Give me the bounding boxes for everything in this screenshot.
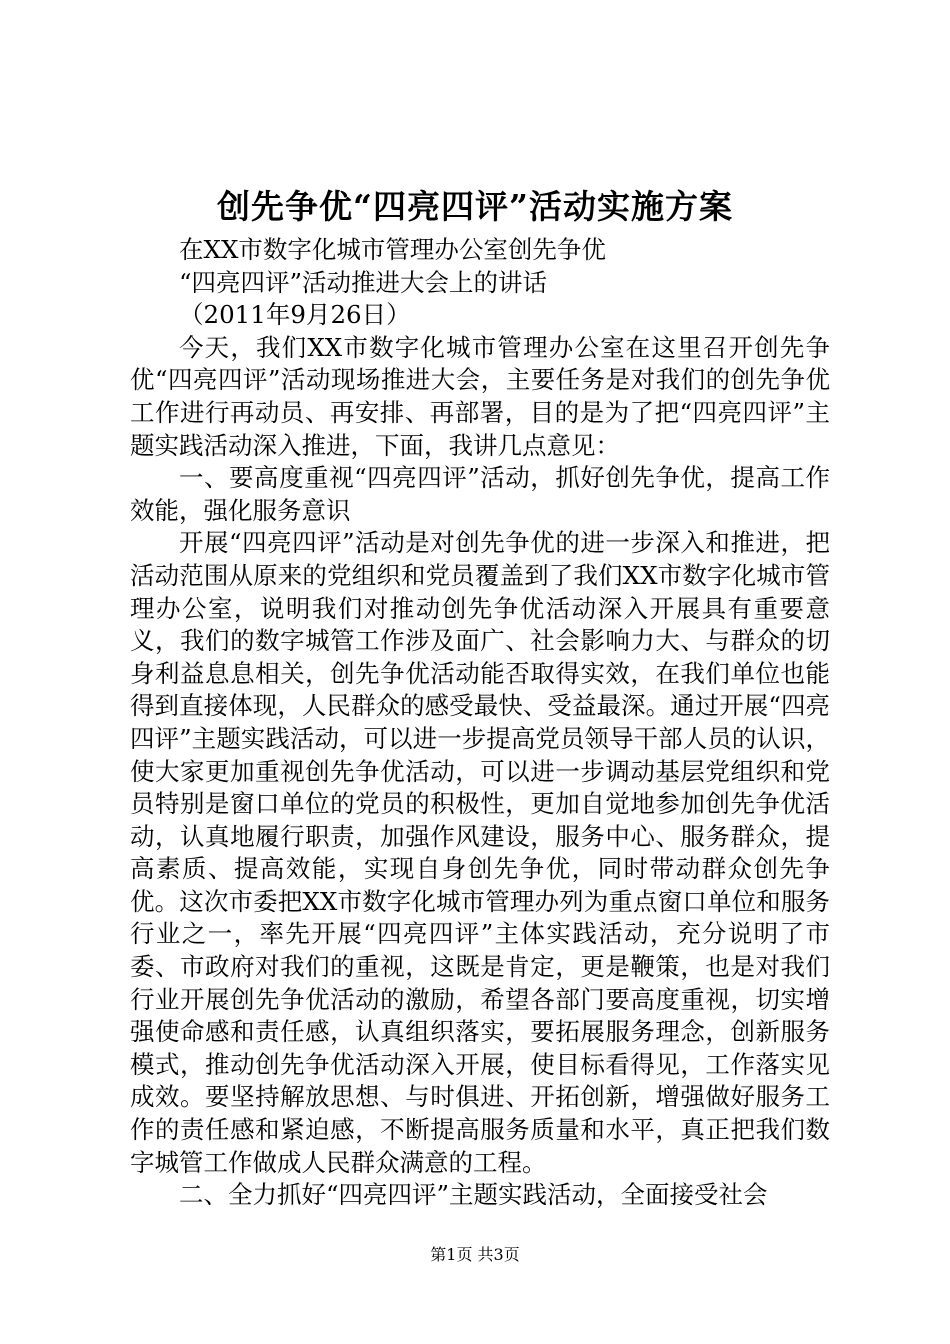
section-heading-2: 二、全力抓好“四亮四评”主题实践活动，全面接受社会 xyxy=(179,1180,768,1210)
section-heading-1: 一、要高度重视“四亮四评”活动，抓好创先争优，提高工作效能，强化服务意识 xyxy=(130,463,830,525)
page-footer: 第1页 共3页 xyxy=(430,1245,520,1264)
speech-venue-line: 在XX市数字化城市管理办公室创先争优 xyxy=(179,235,606,264)
paragraph-section-1: 开展“四亮四评”活动是对创先争优的进一步深入和推进，把活动范围从原来的党组织和党员覆盖到了我们XX市数字化城市管理办公室，说明我们对推动创先争优活动深入开展具有重要意义，我们的数字城管工作涉及面广、社会影响力大、与群众的切身利益息息相关，创先争优活动能否取得实效，在我们单位也能得到直接体现，人民群众的感受最快、受益最深。通过开展“四亮四评”主题实践活动，可以进一步提高党员领导干部人员的认识，使大家更加重视创先争优活动，可以进一步调动基层党组织和党员特别是窗口单位的党员的积极性，更加自觉地参加创先争优活动，认真地履行职责，加强作风建设，服务中心、服务群众，提高素质、提高效能，实现自身创先争优，同时带动群众创先争优。这次市委把XX市数字化城市管理办列为重点窗口单位和服务行业之一，率先开展“四亮四评”主体实践活动，充分说明了市委、市政府对我们的重视，这既是肯定，更是鞭策，也是对我们行业开展创先争优活动的激励，希望各部门要高度重视，切实增强使命感和责任感，认真组织落实，要拓展服务理念，创新服务模式，推动创先争优活动深入开展，使目标看得见，工作落实见成效。要坚持解放思想、与时俱进、开拓创新，增强做好服务工作的责任感和紧迫感，不断提高服务质量和水平，真正把我们数字城管工作做成人民群众满意的工程。 xyxy=(130,528,830,1177)
speech-title-line: “四亮四评”活动推进大会上的讲话 xyxy=(179,267,548,297)
document-title: 创先争优“四亮四评”活动实施方案 xyxy=(217,187,733,226)
document-body xyxy=(130,234,830,1212)
paragraph-intro: 今天，我们XX市数字化城市管理办公室在这里召开创先争优“四亮四评”活动现场推进大会，主要任务是对我们的创先争优工作进行再动员、再安排、再部署，目的是为了把“四亮四评”主题实践活动深入推进，下面，我讲几点意见： xyxy=(130,332,830,460)
speech-date: （2011年9月26日） xyxy=(179,300,411,330)
